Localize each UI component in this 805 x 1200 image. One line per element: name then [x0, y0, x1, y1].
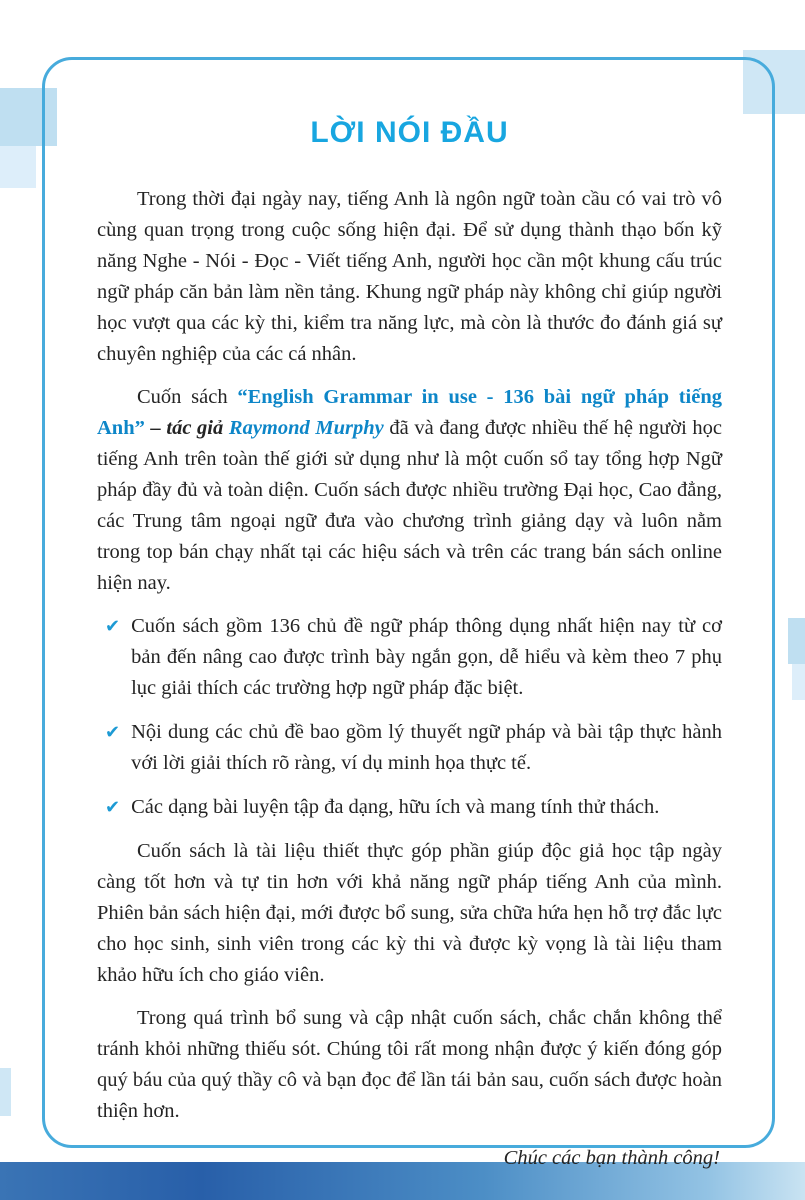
check-icon: ✔	[105, 797, 121, 817]
author-label: – tác giả	[144, 417, 229, 439]
check-icon: ✔	[105, 722, 121, 742]
decor-square-right-2	[792, 664, 805, 700]
closing-wish: Chúc các bạn thành công!	[503, 1147, 720, 1169]
feature-bullet-list	[105, 611, 722, 823]
list-item	[105, 717, 722, 779]
paragraph-intro: Trong thời đại ngày nay, tiếng Anh là ngôn ngữ toàn cầu có vai trò vô cùng quan trọng trong cuộc sống hiện đại. Để sử dụng thành thạo bốn kỹ năng Nghe - Nói - Đọc - Viết tiếng Anh, người học cần một khung cấu trúc ngữ pháp căn bản làm nền tảng. Khung ngữ pháp này không chỉ giúp người học vượt qua các kỳ thi, kiểm tra năng lực, mà còn là thước đo đánh giá sự chuyên nghiệp của các cá nhân.	[97, 188, 722, 365]
decor-square-right-1	[788, 618, 805, 664]
list-item	[105, 611, 722, 704]
author-name-highlight: Raymond Murphy	[228, 417, 384, 439]
page-title: LỜI NÓI ĐẦU	[310, 116, 509, 149]
paragraph-feedback: Trong quá trình bổ sung và cập nhật cuốn sách, chắc chắn không thể tránh khỏi những thiếu sót. Chúng tôi rất mong nhận được ý kiến đóng góp quý báu của quý thầy cô và bạn đọc để lần tái bản sau, cuốn sách được hoàn thiện hơn.	[97, 1007, 722, 1122]
check-icon: ✔	[105, 616, 121, 636]
book-paragraph-lead: Cuốn sách	[137, 386, 238, 408]
paragraph-value: Cuốn sách là tài liệu thiết thực góp phần giúp độc giả học tập ngày càng tốt hơn và tự tin hơn với khả năng ngữ pháp tiếng Anh của mình. Phiên bản sách hiện đại, mới được bổ sung, sửa chữa hứa hẹn hỗ trợ đắc lực cho học sinh, sinh viên trong các kỳ thi và được kỳ vọng là tài liệu tham khảo hữu ích cho giáo viên.	[97, 840, 722, 986]
bullet-text: Cuốn sách gồm 136 chủ đề ngữ pháp thông dụng nhất hiện nay từ cơ bản đến nâng cao được trình bày ngắn gọn, dễ hiểu và kèm theo 7 phụ lục giải thích các trường hợp ngữ pháp đặc biệt.	[131, 615, 722, 699]
list-item	[105, 792, 722, 823]
decor-square-top-left-2	[0, 146, 36, 188]
decor-square-bottom-left	[0, 1068, 11, 1116]
paragraph-book-description	[97, 382, 722, 599]
bullet-text: Nội dung các chủ đề bao gồm lý thuyết ngữ pháp và bài tập thực hành với lời giải thích rõ ràng, ví dụ minh họa thực tế.	[131, 721, 722, 774]
book-paragraph-rest: đã và đang được nhiều thế hệ người học tiếng Anh trên toàn thế giới sử dụng như là một cuốn sổ tay tổng hợp Ngữ pháp đầy đủ và toàn diện. Cuốn sách được nhiều trường Đại học, Cao đẳng, các Trung tâm ngoại ngữ đưa vào chương trình giảng dạy và luôn nằm trong top bán chạy nhất tại các hiệu sách và trên các trang bán sách online hiện nay.	[97, 417, 723, 594]
book-title-highlight: “English Grammar in use - 136 bài ngữ pháp tiếng Anh”	[97, 386, 722, 439]
page-border-frame	[42, 57, 775, 1169]
bullet-text: Các dạng bài luyện tập đa dạng, hữu ích và mang tính thử thách.	[131, 796, 660, 818]
